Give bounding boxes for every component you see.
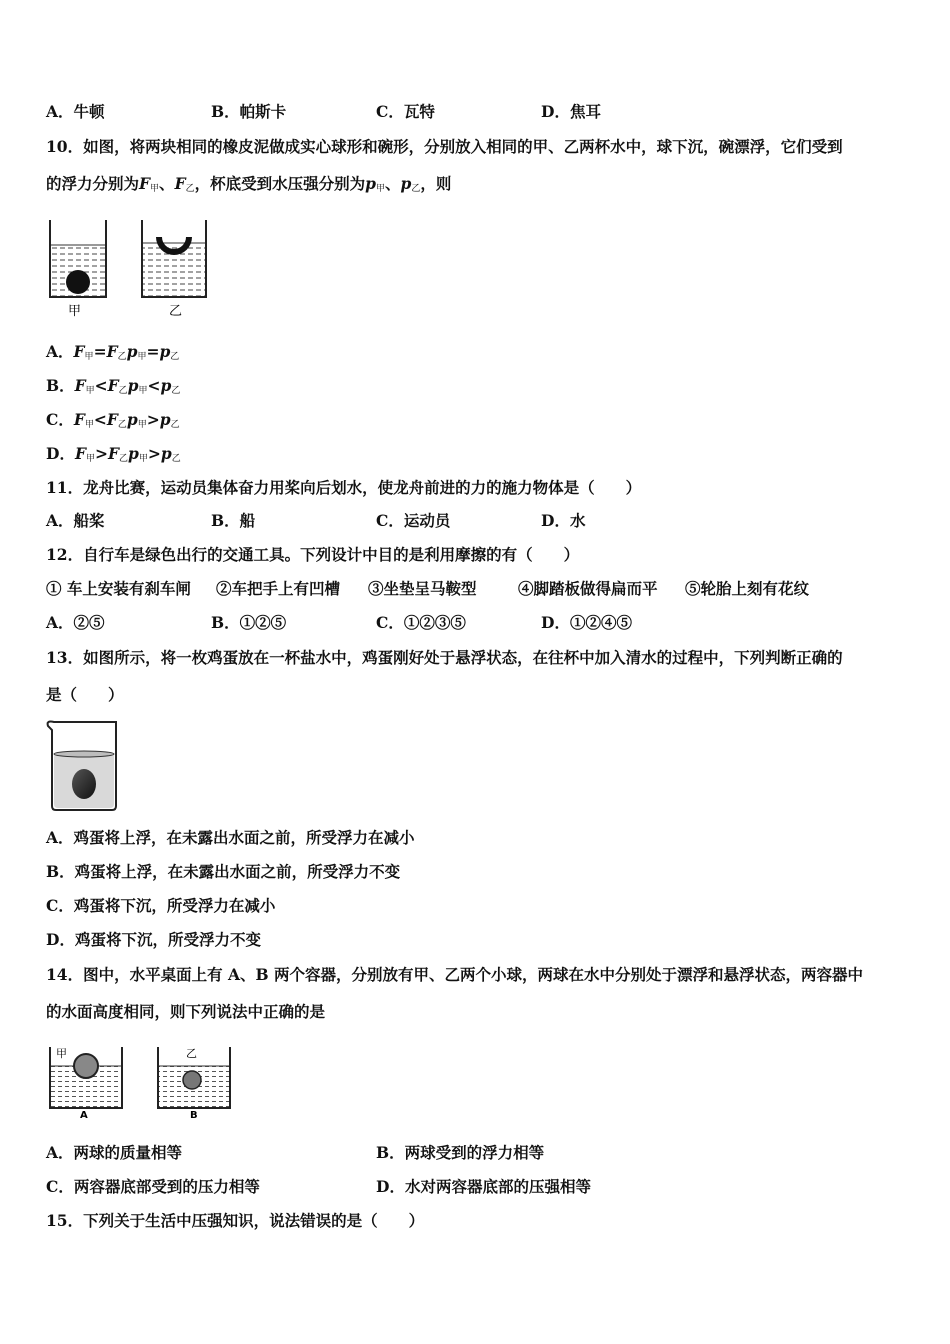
- egg-icon: [72, 769, 96, 799]
- cup-jia-icon: [50, 220, 106, 297]
- q12-item-4: ④脚踏板做得扁而平: [518, 579, 658, 598]
- q10-option-a: A．$F_甲=F_乙p_甲=p_乙$: [46, 342, 180, 362]
- q12-item-5: ⑤轮胎上刻有花纹: [685, 579, 810, 598]
- q10-option-b: B．$F_甲<F_乙p_甲<p_乙$: [46, 376, 181, 396]
- q14-option-b: B．两球受到的浮力相等: [376, 1143, 545, 1162]
- q11-option-a: A．船桨: [46, 511, 105, 530]
- fig-label-b: B: [190, 1110, 198, 1120]
- q12-item-3: ③坐垫呈马鞍型: [368, 579, 477, 598]
- q9-option-b: B．帕斯卡: [211, 102, 287, 121]
- q10-stem-line1: 10．如图，将两块相同的橡皮泥做成实心球形和碗形，分别放入相同的甲、乙两杯水中，球下沉，碗漂浮，它们受到: [46, 137, 843, 156]
- container-a-icon: [50, 1047, 122, 1108]
- suspended-ball-icon: [183, 1071, 201, 1089]
- solid-ball-icon: [66, 270, 90, 294]
- q14-option-c: C．两容器底部受到的压力相等: [46, 1177, 260, 1196]
- container-b-icon: [158, 1047, 230, 1108]
- q10-stem-line2: 的浮力分别为$F_甲$、$F_乙$，杯底受到水压强分别为$p_甲$、$p_乙$，则: [46, 174, 452, 194]
- q12-option-c: C．①②③⑤: [376, 613, 466, 632]
- q14-stem-line2: 的水面高度相同，则下列说法中正确的是: [46, 1002, 326, 1021]
- q13-stem-line2: 是（ ）: [46, 685, 124, 704]
- q13-option-d: D．鸡蛋将下沉，所受浮力不变: [46, 930, 261, 949]
- q13-option-a: A．鸡蛋将上浮，在未露出水面之前，所受浮力在减小: [46, 828, 415, 847]
- q14-option-a: A．两球的质量相等: [46, 1143, 183, 1162]
- q12-option-b: B．①②⑤: [211, 613, 287, 632]
- q12-option-d: D．①②④⑤: [541, 613, 632, 632]
- q12-stem: 12．自行车是绿色出行的交通工具。下列设计中目的是利用摩擦的有（ ）: [46, 545, 580, 564]
- q12-item-2: ②车把手上有凹槽: [216, 579, 341, 598]
- q11-option-d: D．水: [541, 511, 586, 530]
- q13-option-c: C．鸡蛋将下沉，所受浮力在减小: [46, 896, 276, 915]
- q9-option-c: C．瓦特: [376, 102, 435, 121]
- q14-figure: [44, 1044, 244, 1120]
- q11-option-c: C．运动员: [376, 511, 451, 530]
- q11-option-b: B．船: [211, 511, 256, 530]
- q9-option-a: A．牛顿: [46, 102, 105, 121]
- q13-stem-line1: 13．如图所示，将一枚鸡蛋放在一杯盐水中，鸡蛋刚好处于悬浮状态，在往杯中加入清水的过程中，下列判断正确的: [46, 648, 843, 667]
- floating-ball-icon: [74, 1054, 98, 1078]
- q9-option-d: D．焦耳: [541, 102, 601, 121]
- fig-label-jia: 甲: [56, 1047, 67, 1060]
- q14-option-d: D．水对两容器底部的压强相等: [376, 1177, 591, 1196]
- q10-option-c: C．$F_甲<F_乙p_甲>p_乙$: [46, 410, 180, 430]
- fig-label-yi: 乙: [169, 304, 183, 319]
- fig-label-a: A: [80, 1110, 88, 1120]
- cup-yi-icon: [142, 220, 206, 297]
- q13-option-b: B．鸡蛋将上浮，在未露出水面之前，所受浮力不变: [46, 862, 401, 881]
- q11-stem: 11．龙舟比赛，运动员集体奋力用桨向后划水，使龙舟前进的力的施力物体是（ ）: [46, 478, 642, 497]
- q10-option-d: D．$F_甲>F_乙p_甲>p_乙$: [46, 444, 181, 464]
- q15-stem: 15．下列关于生活中压强知识，说法错误的是（ ）: [46, 1211, 425, 1230]
- q10-figure: [44, 215, 219, 320]
- q13-beaker-figure: [44, 718, 124, 814]
- q14-stem-line1: 14．图中，水平桌面上有 A、B 两个容器，分别放有甲、乙两个小球，两球在水中分别处于漂浮和悬浮状态，两容器中: [46, 965, 863, 984]
- q12-item-1: ① 车上安装有刹车闸: [46, 579, 191, 598]
- fig-label-jia: 甲: [68, 304, 82, 319]
- fig-label-yi: 乙: [186, 1047, 197, 1060]
- q12-option-a: A．②⑤: [46, 613, 105, 632]
